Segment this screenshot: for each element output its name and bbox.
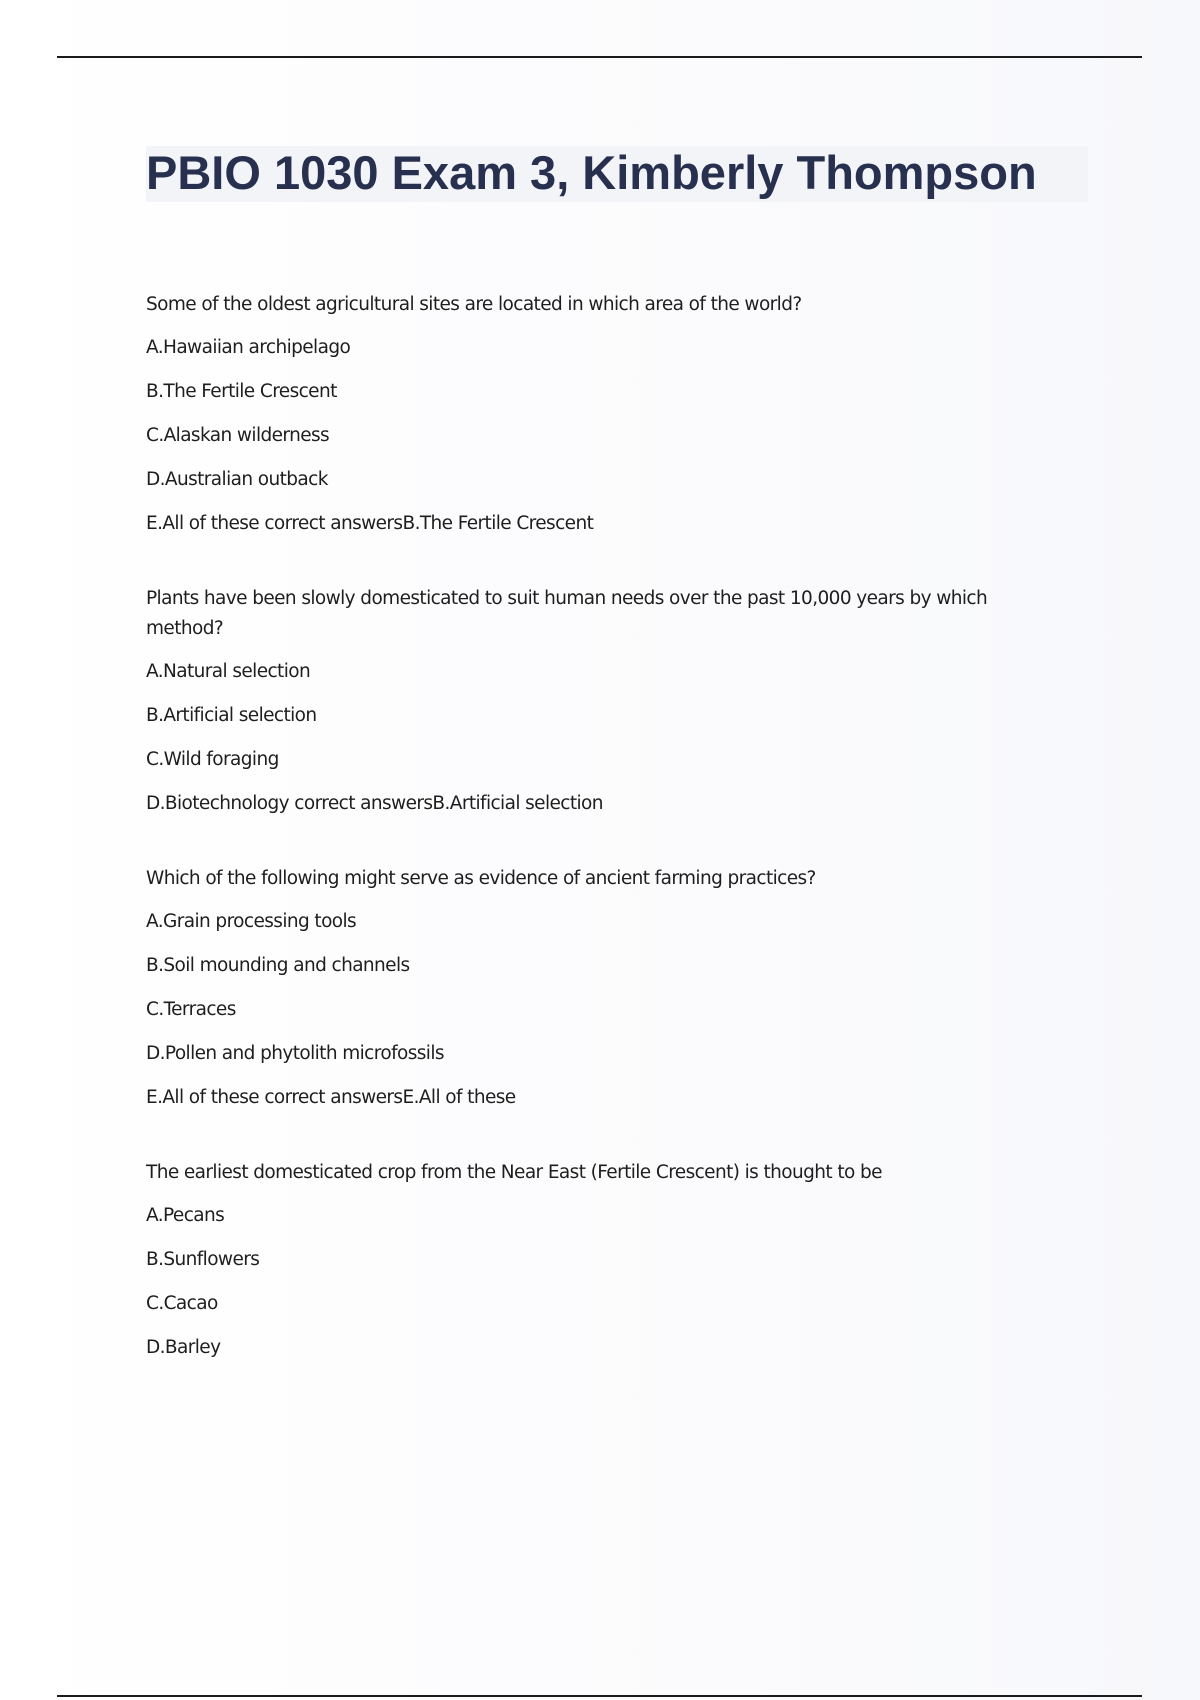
questions-list	[146, 290, 1066, 1408]
answer-option: E.All of these correct answersE.All of these	[146, 1087, 516, 1108]
question-text: Which of the following might serve as evidence of ancient farming practices?	[146, 868, 816, 889]
answer-option: C.Wild foraging	[146, 749, 279, 770]
answer-option: D.Australian outback	[146, 469, 328, 490]
answer-option: E.All of these correct answersB.The Fertile Crescent	[146, 513, 594, 534]
question-text: Plants have been slowly domesticated to suit human needs over the past 10,000 years by which method?	[146, 588, 988, 639]
document-title: PBIO 1030 Exam 3, Kimberly Thompson	[146, 146, 1037, 199]
answer-option: D.Pollen and phytolith microfossils	[146, 1043, 444, 1064]
answer-option: A.Pecans	[146, 1205, 225, 1226]
question-text: The earliest domesticated crop from the Near East (Fertile Crescent) is thought to be	[146, 1162, 882, 1183]
answer-option: A.Grain processing tools	[146, 911, 357, 932]
bottom-rule	[57, 1695, 1142, 1697]
answer-option: D.Biotechnology correct answersB.Artificial selection	[146, 793, 603, 814]
answer-option: C.Terraces	[146, 999, 236, 1020]
answer-option: B.Sunflowers	[146, 1249, 260, 1270]
question-3	[146, 864, 1066, 1113]
answer-option: B.The Fertile Crescent	[146, 381, 337, 402]
answer-option: A.Natural selection	[146, 661, 311, 682]
answer-option: C.Alaskan wilderness	[146, 425, 330, 446]
question-text: Some of the oldest agricultural sites are located in which area of the world?	[146, 294, 802, 315]
question-4	[146, 1158, 1066, 1363]
answer-option: B.Soil mounding and channels	[146, 955, 410, 976]
answer-option: D.Barley	[146, 1337, 221, 1358]
top-rule	[57, 56, 1142, 58]
question-2	[146, 584, 1066, 819]
answer-option: B.Artificial selection	[146, 705, 317, 726]
answer-option: A.Hawaiian archipelago	[146, 337, 351, 358]
question-1	[146, 290, 1066, 539]
answer-option: C.Cacao	[146, 1293, 218, 1314]
